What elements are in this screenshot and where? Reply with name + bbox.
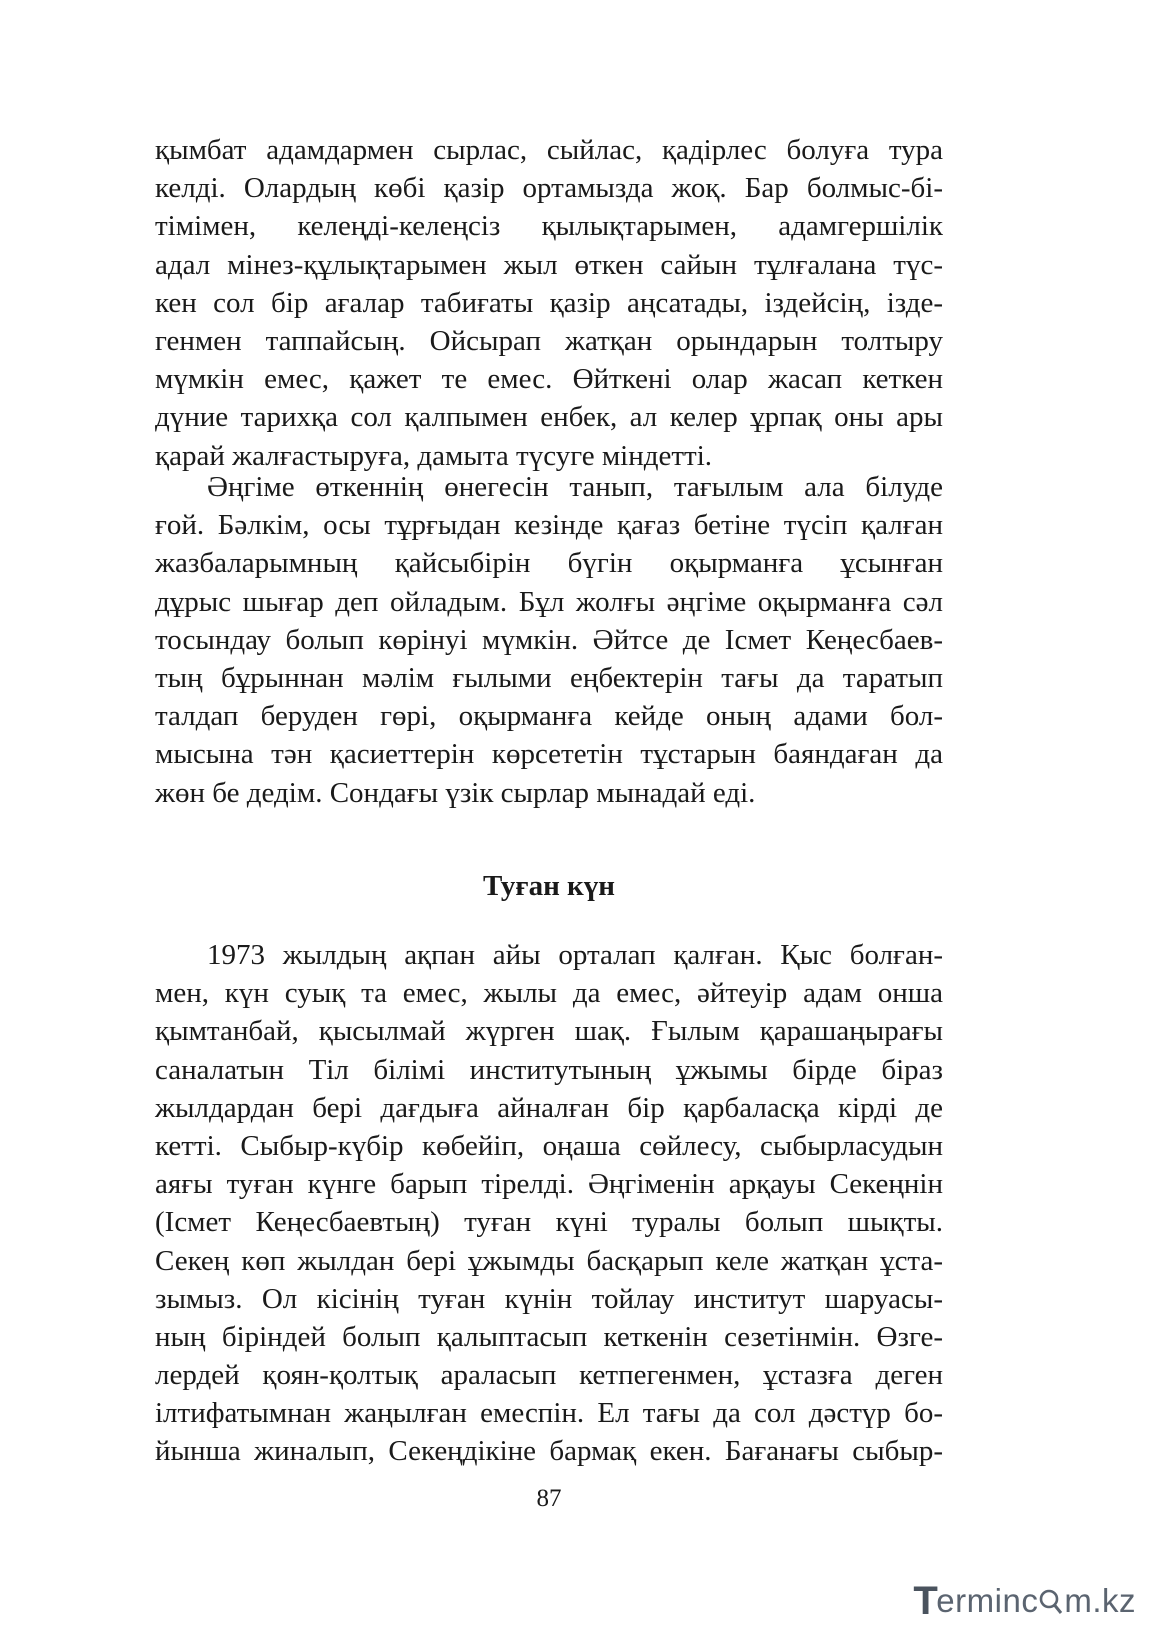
text-line: генмен таппайсың. Ойсырап жатқан орындарын толтыру <box>155 324 943 357</box>
paragraph-birthday-story <box>155 936 943 1471</box>
text-line: аяғы туған күнге барып тірелді. Әңгіменін арқауы Секеңнін <box>155 1168 943 1201</box>
text-line: саналатын Тіл білімі институтының ұжымы бірде біраз <box>155 1053 943 1086</box>
text-line: қарай жалғастыруға, дамыта түсуге міндетті. <box>155 439 713 472</box>
text-line: дүние тарихқа сол қалпымен енбек, ал келер ұрпақ оны ары <box>155 401 943 434</box>
magnifier-icon <box>1038 1586 1064 1616</box>
text-line: жазбаларымның қайсыбірін бүгін оқырманға ұсынған <box>155 547 943 580</box>
text-line: Секең көп жылдан бері ұжымды басқарып келе жатқан ұста- <box>155 1244 943 1277</box>
text-line: мен, күн суық та емес, жылы да емес, әйтеуір адам онша <box>155 977 943 1010</box>
text-line: тосындау болып көрінуі мүмкін. Әйтсе де Ісмет Кеңесбаев- <box>155 623 943 656</box>
text-line: кетті. Сыбыр-күбір көбейіп, оңаша сөйлесу, сыбырласудын <box>155 1129 943 1162</box>
text-line: дұрыс шығар деп ойладым. Бұл жолғы әңгіме оқырманға сәл <box>155 585 943 618</box>
text-line: тың бұрыннан мәлім ғылыми еңбектерін тағы да таратып <box>155 661 943 694</box>
text-line: ілтифатымнан жаңылған емеспін. Ел тағы да сол дәстүр бо- <box>155 1397 943 1430</box>
page-number: 87 <box>536 1485 562 1512</box>
text-line: лердей қоян-қолтық араласып кетпегенмен, ұстазға деген <box>155 1359 943 1392</box>
text-line: тімімен, келеңді-келеңсіз қылықтарымен, адамгершілік <box>155 210 943 243</box>
text-line: ның біріндей болып қалыптасып кеткенін сезетінмін. Өзге- <box>155 1320 943 1353</box>
text-line: келді. Олардың көбі қазір ортамызда жоқ. Бар болмыс-бі- <box>155 172 943 205</box>
text-line: адал мінез-құлықтарымен жыл өткен сайын тұлғалана түс- <box>155 248 943 281</box>
watermark-text-end: m.kz <box>1064 1582 1136 1619</box>
text-line: қымбат адамдармен сырлас, сыйлас, қадірлес болуға тура <box>155 134 943 166</box>
site-watermark-logo <box>913 1577 1136 1625</box>
text-line: (Ісмет Кеңесбаевтың) туған күні туралы болып шықты. <box>155 1206 943 1239</box>
text-line: жөн бе дедім. Сондағы үзік сырлар мынадай еді. <box>155 776 756 809</box>
text-line: талдап беруден гөрі, оқырманға кейде оның адами бол- <box>155 700 943 733</box>
text-line: 1973 жылдың ақпан айы орталап қалған. Қыс болған- <box>207 939 943 971</box>
text-line: мүмкін емес, қажет те емес. Өйткені олар жасап кеткен <box>155 363 943 396</box>
watermark-text-start: erminc <box>936 1582 1039 1619</box>
text-line: ғой. Бәлкім, осы тұрғыдан кезінде қағаз бетіне түсіп қалған <box>155 509 943 542</box>
text-line: қымтанбай, қысылмай жүрген шақ. Ғылым қарашаңырағы <box>155 1015 943 1048</box>
paragraph-memoir-intro <box>155 468 943 812</box>
text-line: Әңгіме өткеннің өнегесін танып, тағылым ала білуде <box>207 471 943 503</box>
text-line: мысына тән қасиеттерін көрсететін тұстарын баяндаған да <box>155 738 943 771</box>
text-line: йынша жиналып, Секеңдікіне бармақ екен. Бағанағы сыбыр- <box>155 1435 943 1468</box>
text-line: жылдардан бері дағдыға айналған бір қарбаласқа кірді де <box>155 1091 943 1124</box>
watermark-letter-t: T <box>913 1578 939 1623</box>
paragraph-intro-continued <box>155 131 943 475</box>
text-line: кен сол бір ағалар табиғаты қазір аңсатады, іздейсің, ізде- <box>155 286 943 319</box>
section-heading: Туған күн <box>483 870 615 902</box>
text-line: зымыз. Ол кісінің туған күнін тойлау институт шаруасы- <box>155 1282 943 1315</box>
